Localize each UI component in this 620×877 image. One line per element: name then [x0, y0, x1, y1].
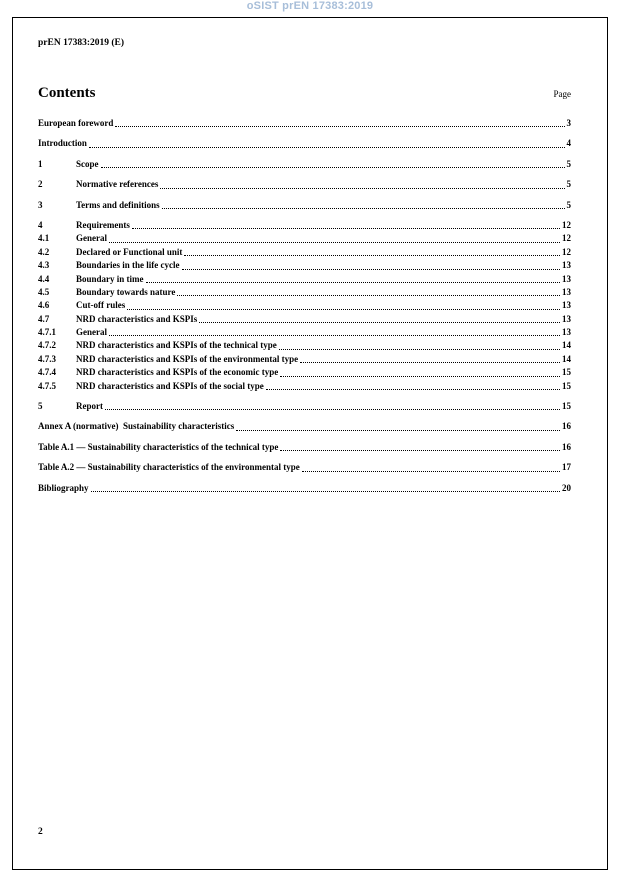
toc-entry-page: 15 [562, 367, 571, 378]
toc-entry-title: Cut-off rules [76, 300, 126, 311]
toc-dot-leader [266, 380, 560, 390]
toc-entry-title: Introduction [38, 138, 87, 149]
toc-entry [38, 232, 571, 245]
document-reference: prEN 17383:2019 (E) [38, 38, 125, 48]
toc-entry-title: Declared or Functional unit [76, 246, 183, 257]
toc-entry-title: Boundary in time [76, 273, 144, 284]
toc-entry-title: Annex A (normative) Sustainability characteristics [38, 421, 235, 432]
toc-entry [38, 117, 571, 130]
table-of-contents [38, 117, 571, 495]
page-border [12, 17, 608, 870]
page-content [38, 18, 571, 495]
toc-dot-leader [89, 137, 565, 147]
toc-entry-number: 4.5 [38, 286, 50, 297]
toc-entry [38, 178, 571, 191]
toc-entry-page: 3 [566, 118, 571, 128]
toc-dot-leader [115, 117, 564, 127]
toc-entry-page: 5 [566, 199, 571, 210]
toc-dot-leader [105, 400, 560, 410]
toc-entry-page: 4 [566, 138, 571, 149]
toc-dot-leader [184, 246, 560, 256]
contents-title: Contents [38, 85, 96, 101]
toc-entry [38, 286, 571, 299]
watermark: oSIST prEN 17383:2019 [246, 0, 374, 12]
toc-entry-title: Boundary towards nature [76, 286, 176, 297]
toc-dot-leader [91, 482, 560, 492]
toc-entry-title: Report [76, 401, 103, 412]
toc-entry-number: 4.3 [38, 260, 50, 271]
toc-entry [38, 158, 571, 171]
toc-entry-number: 5 [38, 401, 43, 412]
toc-entry-title: NRD characteristics and KSPIs of the technical type [76, 340, 277, 351]
toc-entry-page: 13 [562, 286, 571, 297]
toc-entry-page: 17 [562, 462, 571, 473]
toc-entry [38, 199, 571, 212]
toc-dot-leader [146, 273, 560, 283]
toc-entry-title: General [76, 233, 107, 244]
toc-entry-page: 13 [562, 260, 571, 271]
toc-entry-number: 1 [38, 158, 43, 169]
toc-entry [38, 299, 571, 312]
toc-entry [38, 339, 571, 352]
toc-entry-page: 13 [562, 313, 571, 324]
toc-entry-page: 5 [566, 158, 571, 169]
footer-page-number: 2 [38, 827, 43, 837]
toc-dot-leader [182, 259, 561, 269]
toc-entry-title: NRD characteristics and KSPIs [76, 313, 198, 324]
toc-entry-number: 4.7.2 [38, 340, 56, 351]
toc-entry-number: 4.7.3 [38, 353, 56, 364]
toc-entry-number: 4 [38, 219, 43, 230]
toc-entry [38, 246, 571, 259]
toc-entry-page: 5 [566, 179, 571, 190]
toc-entry-title: Bibliography [38, 482, 89, 493]
toc-dot-leader [280, 441, 560, 451]
toc-entry [38, 326, 571, 339]
toc-entry [38, 380, 571, 393]
toc-dot-leader [160, 178, 564, 188]
toc-entry-page: 20 [562, 482, 571, 493]
toc-entry-number: 4.1 [38, 233, 50, 244]
toc-entry-page: 13 [562, 300, 571, 311]
toc-dot-leader [177, 286, 560, 296]
toc-entry [38, 259, 571, 272]
toc-dot-leader [236, 420, 560, 430]
toc-dot-leader [199, 313, 560, 323]
toc-entry-title: Table A.2 — Sustainability characteristics of the environmental type [38, 462, 300, 473]
toc-entry-title: European foreword [38, 118, 114, 128]
toc-entry [38, 219, 571, 232]
toc-entry [38, 461, 571, 474]
toc-dot-leader [109, 326, 560, 336]
toc-entry [38, 313, 571, 326]
toc-entry [38, 420, 571, 433]
toc-entry-title: General [76, 327, 107, 338]
toc-entry [38, 353, 571, 366]
toc-entry [38, 441, 571, 454]
toc-entry-page: 12 [562, 219, 571, 230]
toc-entry-title: Table A.1 — Sustainability characteristics of the technical type [38, 441, 279, 452]
toc-entry-number: 4.7.5 [38, 380, 56, 391]
toc-dot-leader [302, 461, 560, 471]
toc-dot-leader [279, 339, 560, 349]
toc-entry-page: 12 [562, 246, 571, 257]
toc-entry-page: 16 [562, 421, 571, 432]
toc-entry-page: 13 [562, 327, 571, 338]
toc-dot-leader [132, 219, 560, 229]
toc-entry-page: 15 [562, 401, 571, 412]
contents-header [38, 85, 571, 102]
toc-entry-title: Boundaries in the life cycle [76, 260, 180, 271]
toc-entry-title: NRD characteristics and KSPIs of the environmental type [76, 353, 299, 364]
toc-entry-number: 4.4 [38, 273, 50, 284]
toc-dot-leader [300, 353, 560, 363]
toc-entry [38, 366, 571, 379]
toc-entry-page: 13 [562, 273, 571, 284]
toc-entry-page: 12 [562, 233, 571, 244]
toc-entry [38, 273, 571, 286]
toc-entry [38, 482, 571, 495]
toc-dot-leader [127, 299, 560, 309]
toc-entry-number: 4.6 [38, 300, 50, 311]
toc-entry [38, 137, 571, 150]
page-column-label: Page [553, 89, 571, 99]
toc-entry-title: NRD characteristics and KSPIs of the social type [76, 380, 264, 391]
toc-entry-page: 16 [562, 441, 571, 452]
toc-entry-number: 4.2 [38, 246, 50, 257]
toc-entry-number: 4.7.4 [38, 367, 56, 378]
toc-dot-leader [162, 199, 565, 209]
toc-entry-title: NRD characteristics and KSPIs of the economic type [76, 367, 279, 378]
toc-entry-number: 2 [38, 179, 43, 190]
toc-entry-number: 4.7.1 [38, 327, 56, 338]
toc-dot-leader [101, 158, 565, 168]
toc-entry-page: 14 [562, 340, 571, 351]
toc-entry-number: 3 [38, 199, 43, 210]
toc-entry-number: 4.7 [38, 313, 50, 324]
toc-entry-title: Scope [76, 158, 99, 169]
toc-dot-leader [109, 232, 560, 242]
toc-entry-title: Requirements [76, 219, 130, 230]
toc-entry-page: 15 [562, 380, 571, 391]
toc-entry [38, 400, 571, 413]
toc-entry-title: Normative references [76, 179, 159, 190]
toc-dot-leader [280, 366, 560, 376]
toc-entry-title: Terms and definitions [76, 199, 160, 210]
toc-entry-page: 14 [562, 353, 571, 364]
